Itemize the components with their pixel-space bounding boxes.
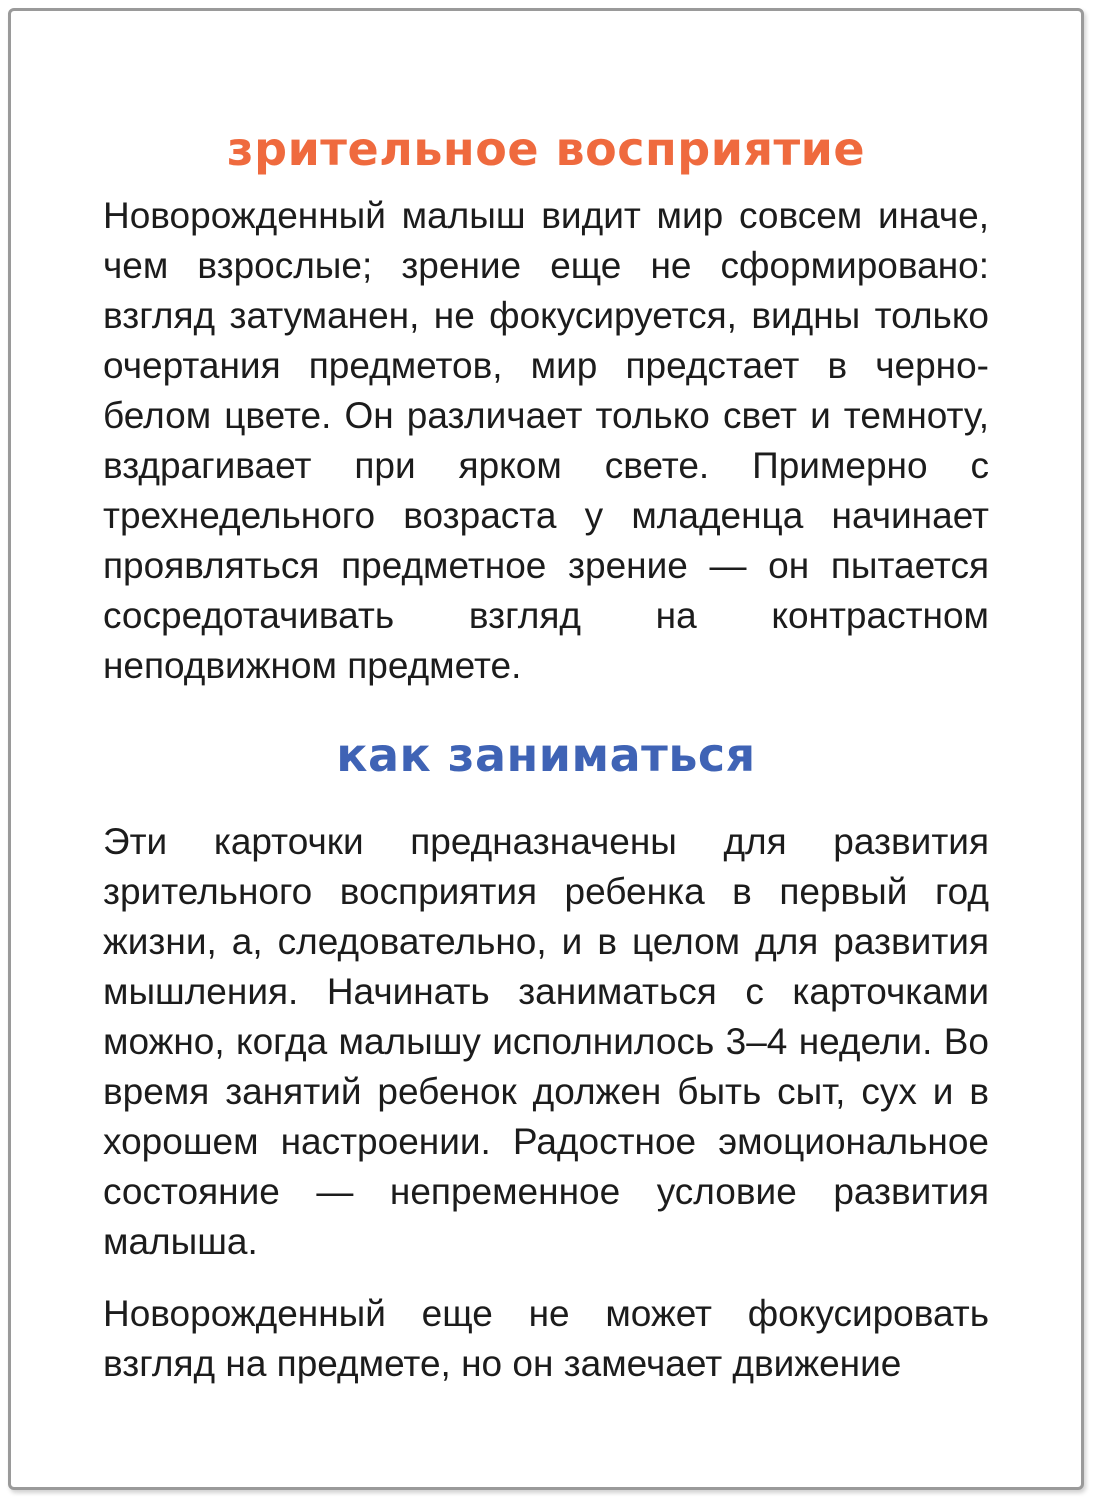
section-title-visual-perception: зрительное восприятие: [226, 122, 866, 176]
how-to-practice-paragraph-1: Эти карточки предназначены для развития зрительного восприятия ребенка в первый год жизни, а, следовательно, и в целом для развития мышления. Начинать заниматься с карточками можно, когда малышу исполнилось 3–4 недели. Во время занятий ребенок должен быть сыт, сух и в хорошем настроении. Радостное эмоциональное состояние — непременное условие развития малыша.: [103, 821, 989, 1262]
how-to-practice-paragraph-2: Новорожденный еще не может фокусировать взгляд на предмете, но он замечает движение: [103, 1293, 989, 1384]
card-content: [103, 115, 989, 1389]
section-title-how-to-practice: как заниматься: [336, 728, 756, 782]
visual-perception-paragraph: Новорожденный малыш видит мир совсем иначе, чем взрослые; зрение еще не сформировано: взгляд затуманен, не фокусируется, видны только очертания предметов, мир предстает в черно-белом цвете. Он различает только свет и темноту, вздрагивает при ярком свете. Примерно с трехнедельного возраста у младенца начинает проявляться предметное зрение — он пытается сосредотачивать взгляд на контрастном неподвижном предмете.: [103, 195, 989, 686]
info-card: [8, 8, 1084, 1490]
